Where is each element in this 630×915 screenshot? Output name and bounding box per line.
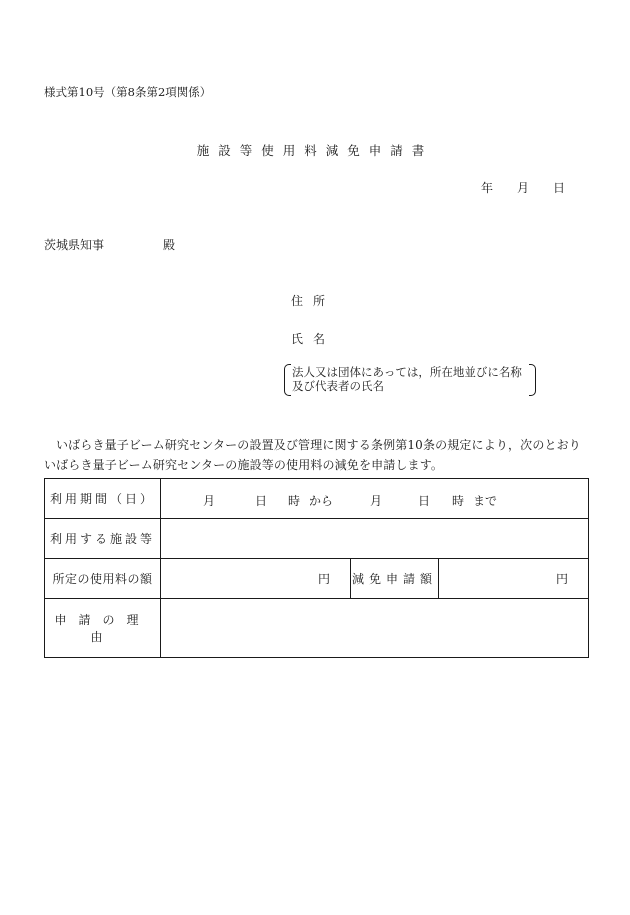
applicant-note <box>284 364 536 396</box>
date-day: 日 <box>553 181 566 195</box>
name-label: 氏名 <box>291 332 336 346</box>
reason-field[interactable] <box>161 599 589 658</box>
fee-field[interactable] <box>161 559 351 599</box>
reduction-field[interactable] <box>439 559 589 599</box>
right-bracket <box>529 364 536 396</box>
date-month: 月 <box>517 181 530 195</box>
table-row-reason <box>45 599 589 658</box>
period-day-2: 日 <box>418 494 431 508</box>
form-number: 様式第10号（第8条第2項関係） <box>44 85 212 99</box>
reason-label: 申請の理由 <box>45 599 161 658</box>
address-label: 住所 <box>291 294 336 308</box>
period-until: まで <box>473 494 498 508</box>
note-line-1: 法人又は団体にあっては，所在地並びに名称 <box>292 365 522 379</box>
period-field[interactable] <box>161 479 589 519</box>
date-year: 年 <box>481 181 494 195</box>
table-row-facility <box>45 519 589 559</box>
facility-field[interactable] <box>161 519 589 559</box>
period-label: 利用期間（日） <box>45 479 161 519</box>
period-hour-2: 時 <box>452 494 465 508</box>
reduction-unit: 円 <box>556 572 569 586</box>
document-title: 施設等使用料減免申請書 <box>196 143 434 158</box>
period-from: から <box>309 494 334 508</box>
table-row-fee <box>45 559 589 599</box>
fee-label: 所定の使用料の額 <box>45 559 161 599</box>
period-month-2: 月 <box>370 494 383 508</box>
fee-unit: 円 <box>317 572 330 586</box>
application-table <box>44 478 589 658</box>
application-statement: いばらき量子ビーム研究センターの設置及び管理に関する条例第10条の規定により，次のとおりいばらき量子ビーム研究センターの施設等の使用料の減免を申請します。 <box>44 438 581 472</box>
period-hour-1: 時 <box>288 494 301 508</box>
facility-label: 利用する施設等 <box>45 519 161 559</box>
table-row-period <box>45 479 589 519</box>
period-month-1: 月 <box>203 494 216 508</box>
left-bracket <box>284 364 291 396</box>
reduction-label: 減免申請額 <box>351 559 439 599</box>
addressee-honorific: 殿 <box>163 238 176 252</box>
note-line-2: 及び代表者の氏名 <box>292 379 384 393</box>
addressee-name: 茨城県知事 <box>44 238 105 252</box>
period-day-1: 日 <box>255 494 268 508</box>
